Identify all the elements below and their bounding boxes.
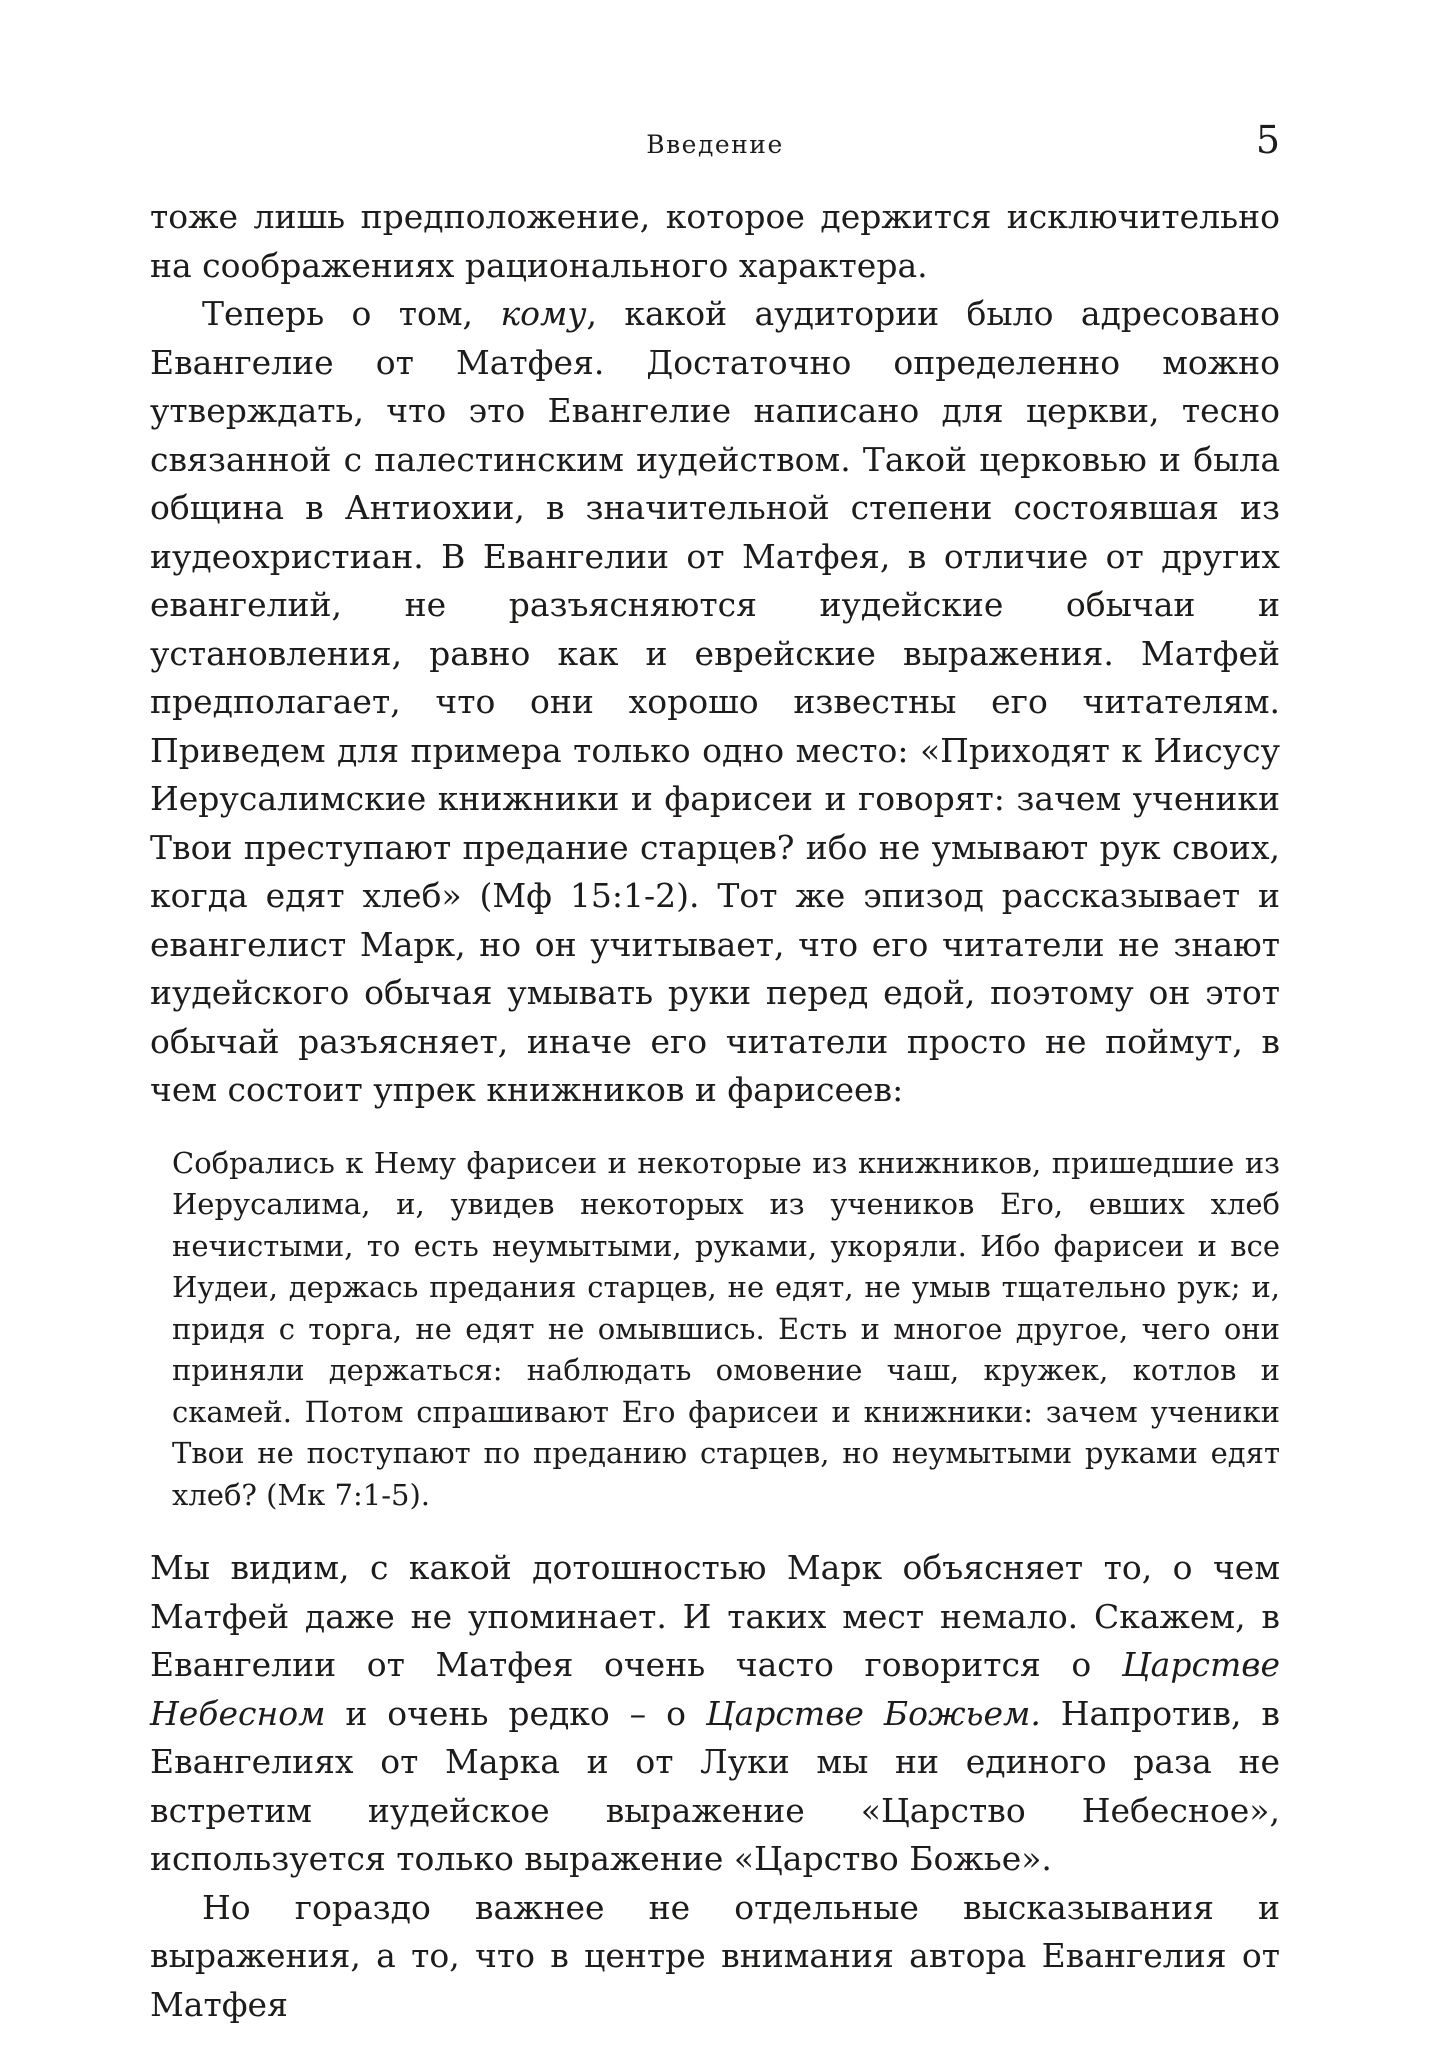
- page-header: [150, 118, 1280, 178]
- running-head: Введение: [646, 130, 784, 159]
- paragraph-4: Но гораздо важнее не отдельные высказывания и выражения, а то, что в центре внимания автора Евангелия от Матфея: [150, 1887, 1280, 2024]
- paragraph-3-part-2: и очень редко – о: [325, 1693, 706, 1733]
- paragraph-2-rest: , какой аудитории было адресовано Евангелие от Матфея. Достаточно определенно можно утверждать, что это Евангелие написано для церкви, тесно связанной с палестинским иудейством. Такой церковью и была община в Антиохии, в значительной степени состоявшая из иудеохристиан. В Евангелии от Матфея, в отличие от других евангелий, не разъясняются иудейские обычаи и установления, равно как и еврейские выражения. Матфей предполагает, что они хорошо известны его читателям. Приведем для примера только одно место: «Приходят к Иисусу Иерусалимские книжники и фарисеи и говорят: зачем ученики Твои преступают предание старцев? ибо не умывают рук своих, когда едят хлеб» (Мф 15:1-2). Тот же эпизод рассказывает и евангелист Марк, но он учитывает, что его читатели не знают иудейского обычая умывать руки перед едой, поэтому он этот обычай разъясняет, иначе его читатели просто не поймут, в чем состоит упрек книжников и фарисеев:: [150, 294, 1281, 1109]
- page-number: 5: [1255, 118, 1280, 162]
- paragraph-1: тоже лишь предположение, которое держится исключительно на соображениях рационального характера.: [150, 197, 1280, 285]
- block-quote: Собрались к Нему фарисеи и некоторые из книжников, пришедшие из Иерусалима, и, увидев некоторых из учеников Его, евших хлеб нечистыми, то есть неумытыми, руками, укоряли. Ибо фарисеи и все Иудеи, держась предания старцев, не едят, не умыв тщательно рук; и, придя с торга, не едят не омывшись. Есть и многое другое, чего они приняли держаться: наблюдать омовение чаш, кружек, котлов и скамей. Потом спрашивают Его фарисеи и книжники: зачем ученики Твои не поступают по преданию старцев, но неумытыми руками едят хлеб? (Мк 7:1-5).: [172, 1145, 1280, 1512]
- paragraph-3-italic-1: Царстве Небесном: [150, 1645, 1280, 1733]
- paragraph-3-part-3: Напротив, в Евангелиях от Марка и от Луки мы ни единого раза не встретим иудейское выражение «Царство Небесное», используется только выражение «Царство Божье».: [150, 1693, 1280, 1878]
- paragraph-3: [150, 1544, 1280, 1884]
- paragraph-3-part-1: Мы видим, с какой дотошностью Марк объясняет то, о чем Матфей даже не упоминает. И таких мест немало. Скажем, в Евангелии от Матфея очень часто говорится о: [150, 1548, 1280, 1684]
- paragraph-3-italic-2: Царстве Божьем.: [705, 1693, 1041, 1733]
- paragraph-2-italic: кому: [500, 294, 587, 333]
- paragraph-2-start: Теперь о том,: [202, 294, 501, 333]
- main-text: [150, 193, 1280, 2029]
- paragraph-2: [150, 290, 1280, 1115]
